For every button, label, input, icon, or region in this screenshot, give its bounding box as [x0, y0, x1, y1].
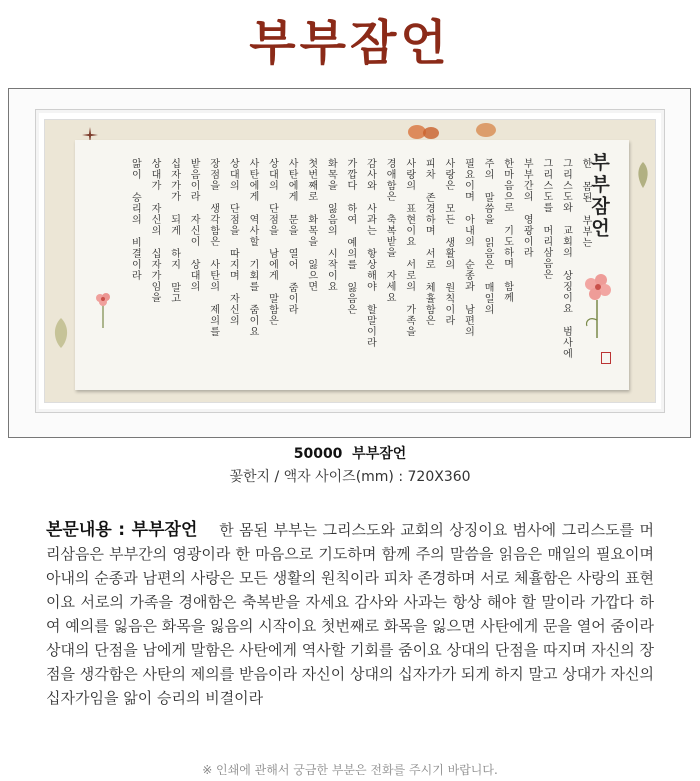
pink-flower-icon	[93, 290, 113, 330]
verse-line: 피차 존경하며 서로 체휼함은	[423, 158, 435, 326]
leaf-decoration-icon	[49, 316, 73, 350]
verse-line: 한 몸된 부부는	[580, 158, 591, 248]
verse-line: 그리스도를 머리삼음은	[540, 158, 552, 280]
verse-line: 가깝다 하여 예의를 잃음은	[344, 158, 356, 315]
seal-stamp-icon	[601, 352, 611, 364]
leaf-decoration-icon	[633, 160, 653, 190]
contact-note: ※ 인쇄에 관해서 궁금한 부분은 전화를 주시기 바랍니다.	[202, 763, 498, 777]
verse-line: 사탄에게 역사할 기회를 줌이요	[246, 158, 258, 337]
verse-line: 첫번째로 화목을 잃으면	[305, 158, 317, 292]
verse-line: 감사와 사과는 항상해야 할말이라	[364, 158, 376, 348]
artwork-title: 부부잠언	[588, 152, 610, 240]
verse-line: 상대의 단점을 남에게 말함은	[266, 158, 278, 326]
pink-flower-icon	[579, 270, 615, 340]
verse-line: 한마음으로 기도하며 함께	[501, 158, 513, 303]
product-name: 50000 부부잠언	[293, 446, 407, 462]
verse-line: 사랑의 표현이요 서로의 가족을	[403, 158, 415, 337]
artwork-verse	[125, 158, 595, 373]
description-block	[46, 518, 654, 710]
verse-line: 사탄에게 문을 열어 줌이라	[286, 158, 298, 315]
verse-line: 앎이 승리의 비결이라	[129, 158, 141, 281]
product-size: 꽃한지 / 액자 사이즈(mm) : 720X360	[229, 469, 471, 485]
flower-decoration-icon	[473, 120, 499, 140]
verse-line: 주의 말씀을 읽음은 매일의	[482, 158, 494, 315]
description-label: 본문내용 : 부부잠언	[46, 520, 198, 540]
verse-line: 화목을 잃음의 시작이요	[325, 158, 337, 292]
verse-line: 상대의 단점을 따지며 자신의	[227, 158, 239, 326]
description-text: 한 몸된 부부는 그리스도와 교회의 상징이요 범사에 그리스도를 머리삼음은 부부간의 영광이라 한 마음으로 기도하며 함께 주의 말씀을 읽음은 매일의 필요이며 아내의 순종과 남편의 사랑은 모든 생활의 원칙이라 피차 존경하며 서로 체휼함은 사랑의 표현이요 서로의 가족을 경애함은 축복받을 자세요 감사와 사과는 항상 해야 할 말이라 가깝다 하여 예의를 잃음은 화목을 잃음의 시작이요 첫번째로 화목을 잃으면 사탄에게 문을 열어 줌이라 상대의 단점을 남에게 말함은 사탄에게 역사할 기회를 줌이요 상대의 단점을 따지며 자신의 장점을 생각함은 사탄의 제의를 받음이라 자신이 상대의 십자가가 되게 하지 말고 상대가 자신의 십자가임을 앎이 승리의 비결이라	[46, 521, 654, 707]
flower-paper-mat	[44, 119, 656, 403]
page-title: 부부잠언	[249, 15, 451, 71]
verse-line: 필요이며 아내의 순종과 남편의	[462, 158, 474, 337]
verse-line: 그리스도와 교회의 상징이요 범사에	[560, 158, 572, 359]
verse-line: 장점을 생각함은 사탄의 제의를	[207, 158, 219, 337]
calligraphy-paper	[75, 140, 629, 390]
verse-line: 경애함은 축복받을 자세요	[384, 158, 396, 303]
product-image	[8, 88, 691, 438]
picture-frame	[35, 109, 665, 413]
verse-line: 받음이라 자신이 상대의	[188, 158, 200, 292]
verse-line: 사랑은 모든 생활의 원칙이라	[442, 158, 454, 326]
verse-line: 상대가 자신의 십자가임을	[148, 158, 160, 303]
verse-line: 십자가가 되게 하지 말고	[168, 158, 180, 304]
verse-line: 부부간의 영광이라	[521, 158, 533, 258]
